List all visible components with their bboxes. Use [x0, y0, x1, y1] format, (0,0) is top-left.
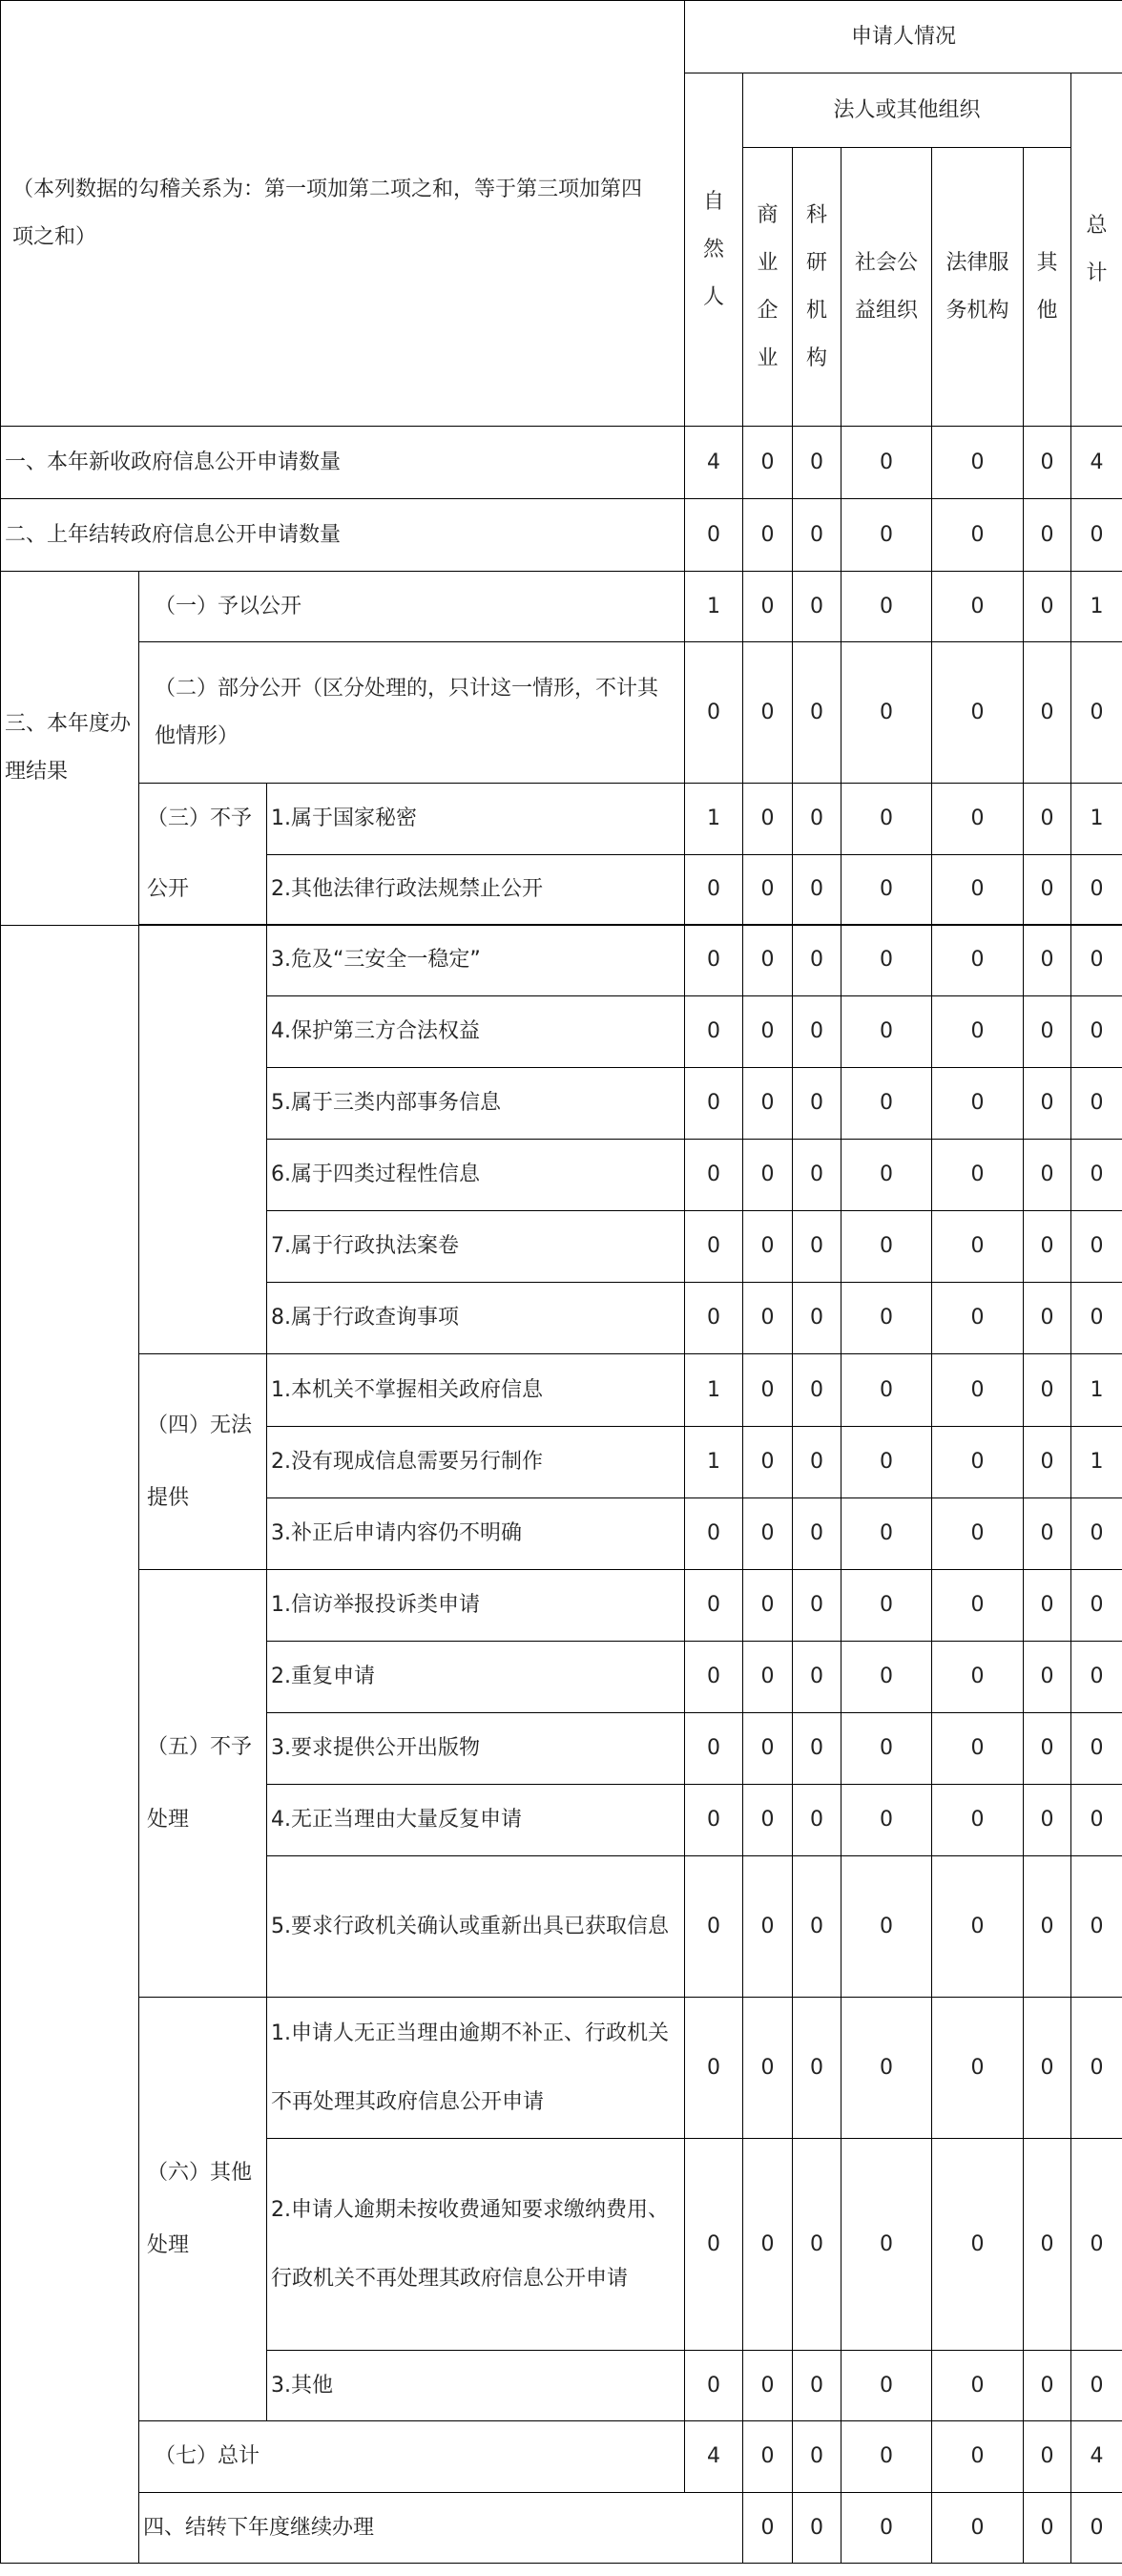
value-cell: 0: [685, 1998, 743, 2139]
value-cell: 0: [842, 1427, 932, 1498]
table-row: [1, 1998, 1122, 2139]
value-cell: 0: [932, 572, 1024, 642]
value-cell: 0: [1024, 1498, 1071, 1570]
table-row: [1, 2493, 1122, 2564]
value-cell: 0: [743, 1642, 793, 1713]
value-cell: 0: [685, 1283, 743, 1354]
value-cell: 4: [685, 2421, 743, 2493]
table-row: [1, 1570, 1122, 1642]
value-cell: 0: [793, 1856, 842, 1998]
value-cell: 0: [932, 1713, 1024, 1785]
value-cell: 0: [932, 925, 1024, 996]
value-cell: 0: [1024, 2139, 1071, 2351]
value-cell: 0: [743, 1068, 793, 1140]
col-natural-person: 自 然 人: [685, 73, 743, 427]
value-cell: 0: [1071, 996, 1122, 1068]
value-cell: 0: [1024, 784, 1071, 855]
value-cell: 0: [1024, 1211, 1071, 1283]
value-cell: 0: [1024, 1427, 1071, 1498]
value-cell: 0: [842, 784, 932, 855]
value-cell: 0: [842, 996, 932, 1068]
value-cell: 0: [932, 1427, 1024, 1498]
value-cell: 0: [793, 1354, 842, 1427]
value-cell: 0: [793, 1785, 842, 1856]
value-cell: 0: [743, 2351, 793, 2421]
value-cell: 1: [685, 572, 743, 642]
value-cell: 0: [685, 1570, 743, 1642]
value-cell: 0: [793, 1570, 842, 1642]
value-cell: 0: [842, 642, 932, 784]
value-cell: 0: [932, 1211, 1024, 1283]
value-cell: 0: [842, 1498, 932, 1570]
value-cell: 0: [932, 1998, 1024, 2139]
value-cell: 0: [842, 2493, 932, 2564]
value-cell: 4: [685, 427, 743, 499]
value-cell: 0: [842, 1713, 932, 1785]
value-cell: 1: [685, 1354, 743, 1427]
value-cell: 0: [1024, 1570, 1071, 1642]
value-cell: 0: [1071, 2351, 1122, 2421]
col-commercial: 商 业 企 业: [743, 148, 793, 427]
value-cell: 0: [932, 1856, 1024, 1998]
value-cell: 1: [1071, 1427, 1122, 1498]
row-label: 4.保护第三方合法权益: [267, 996, 685, 1068]
value-cell: 0: [932, 427, 1024, 499]
value-cell: 0: [842, 1068, 932, 1140]
value-cell: 0: [1071, 2139, 1122, 2351]
value-cell: 0: [842, 1211, 932, 1283]
value-cell: 0: [932, 1642, 1024, 1713]
col-other: 其 他: [1024, 148, 1071, 427]
value-cell: 0: [685, 1642, 743, 1713]
value-cell: 0: [1071, 2493, 1122, 2564]
row-label: 1.本机关不掌握相关政府信息: [267, 1354, 685, 1427]
value-cell: 0: [793, 572, 842, 642]
value-cell: 0: [743, 2421, 793, 2493]
value-cell: 0: [932, 1785, 1024, 1856]
value-cell: 0: [842, 1998, 932, 2139]
table-row: [1, 427, 1122, 499]
row-label: 3.补正后申请内容仍不明确: [267, 1498, 685, 1570]
value-cell: 0: [1071, 1642, 1122, 1713]
value-cell: 1: [685, 1427, 743, 1498]
value-cell: 0: [932, 499, 1024, 572]
value-cell: 0: [1071, 1998, 1122, 2139]
value-cell: 0: [932, 1283, 1024, 1354]
value-cell: 0: [685, 996, 743, 1068]
value-cell: 0: [793, 925, 842, 996]
col-total: 总 计: [1071, 73, 1122, 427]
value-cell: 0: [842, 1283, 932, 1354]
value-cell: 0: [743, 1713, 793, 1785]
value-cell: 0: [793, 1140, 842, 1211]
row-label: 3.危及“三安全一稳定”: [267, 925, 685, 996]
value-cell: 0: [932, 2493, 1024, 2564]
value-cell: 0: [1071, 1068, 1122, 1140]
value-cell: 0: [1024, 1785, 1071, 1856]
group-6-label: （六）其他处理: [139, 1998, 267, 2421]
value-cell: 0: [793, 1211, 842, 1283]
value-cell: 0: [743, 1283, 793, 1354]
value-cell: 0: [685, 1068, 743, 1140]
value-cell: 0: [793, 642, 842, 784]
value-cell: 0: [743, 1498, 793, 1570]
info-disclosure-table-part2: [0, 924, 1122, 2564]
value-cell: 0: [793, 1068, 842, 1140]
value-cell: 0: [1071, 925, 1122, 996]
value-cell: 0: [932, 2139, 1024, 2351]
value-cell: 0: [932, 642, 1024, 784]
value-cell: 4: [1071, 2421, 1122, 2493]
value-cell: 0: [1024, 427, 1071, 499]
section-3-continued: [1, 925, 139, 2564]
row-label: 6.属于四类过程性信息: [267, 1140, 685, 1211]
value-cell: 0: [842, 1785, 932, 1856]
value-cell: 0: [1024, 2421, 1071, 2493]
table-row: [1, 642, 1122, 784]
value-cell: 0: [685, 854, 743, 926]
value-cell: 0: [842, 854, 932, 926]
value-cell: 0: [842, 1570, 932, 1642]
value-cell: 0: [743, 2493, 793, 2564]
value-cell: 0: [1024, 1998, 1071, 2139]
value-cell: 0: [1024, 499, 1071, 572]
row-label: （七）总计: [139, 2421, 685, 2493]
value-cell: 0: [1024, 1140, 1071, 1211]
value-cell: 0: [685, 499, 743, 572]
value-cell: 0: [1024, 642, 1071, 784]
col-public-welfare: 社会公 益组织: [842, 148, 932, 427]
value-cell: 0: [1071, 1140, 1122, 1211]
value-cell: 0: [793, 1998, 842, 2139]
value-cell: 0: [1024, 2493, 1071, 2564]
value-cell: 0: [743, 1211, 793, 1283]
group-3-continued: [139, 925, 267, 1354]
value-cell: 0: [793, 2421, 842, 2493]
value-cell: 0: [932, 1140, 1024, 1211]
value-cell: 0: [685, 2139, 743, 2351]
value-cell: 0: [685, 925, 743, 996]
row-label: 4.无正当理由大量反复申请: [267, 1785, 685, 1856]
row-label: 1.信访举报投诉类申请: [267, 1570, 685, 1642]
table-row: [1, 784, 1122, 855]
value-cell: 0: [932, 2351, 1024, 2421]
value-cell: 0: [932, 784, 1024, 855]
value-cell: 0: [793, 1642, 842, 1713]
value-cell: 1: [1071, 784, 1122, 855]
value-cell: 0: [842, 572, 932, 642]
value-cell: 1: [1071, 572, 1122, 642]
value-cell: 0: [793, 1427, 842, 1498]
value-cell: 0: [793, 2493, 842, 2564]
row-label: 3.其他: [267, 2351, 685, 2421]
value-cell: 0: [1071, 854, 1122, 926]
value-cell: 0: [1071, 1570, 1122, 1642]
value-cell: 0: [743, 499, 793, 572]
table-row: [1, 572, 1122, 642]
legal-person-group-header: 法人或其他组织: [743, 73, 1071, 148]
value-cell: 0: [743, 1427, 793, 1498]
table-row: [1, 2421, 1122, 2493]
col-research: 科 研 机 构: [793, 148, 842, 427]
value-cell: 0: [793, 2351, 842, 2421]
value-cell: 0: [932, 1570, 1024, 1642]
value-cell: 0: [1024, 1713, 1071, 1785]
row-label: 四、结转下年度继续办理: [139, 2493, 743, 2564]
value-cell: 0: [793, 427, 842, 499]
row-label: 2.申请人逾期未按收费通知要求缴纳费用、行政机关不再处理其政府信息公开申请: [267, 2139, 685, 2351]
value-cell: 0: [1024, 1283, 1071, 1354]
info-disclosure-table-part1: [0, 0, 1122, 926]
group-5-label: （五）不予处理: [139, 1570, 267, 1998]
value-cell: 0: [743, 854, 793, 926]
value-cell: 0: [932, 1498, 1024, 1570]
row-label: 5.属于三类内部事务信息: [267, 1068, 685, 1140]
value-cell: 0: [1071, 1498, 1122, 1570]
value-cell: 0: [685, 1785, 743, 1856]
value-cell: 0: [1024, 1642, 1071, 1713]
value-cell: 0: [685, 1856, 743, 1998]
table-row: [1, 499, 1122, 572]
value-cell: 0: [1024, 1068, 1071, 1140]
value-cell: 0: [685, 1140, 743, 1211]
value-cell: 0: [793, 854, 842, 926]
value-cell: 0: [842, 427, 932, 499]
value-cell: 0: [743, 996, 793, 1068]
header-note: （本列数据的勾稽关系为：第一项加第二项之和，等于第三项加第四项之和）: [1, 1, 685, 427]
value-cell: 0: [685, 1211, 743, 1283]
value-cell: 0: [743, 925, 793, 996]
group-3-label: （三）不予公开: [139, 784, 267, 926]
value-cell: 0: [685, 2351, 743, 2421]
value-cell: 1: [685, 784, 743, 855]
value-cell: 0: [932, 1068, 1024, 1140]
value-cell: 0: [1024, 854, 1071, 926]
value-cell: 0: [842, 1140, 932, 1211]
group-4-label: （四）无法提供: [139, 1354, 267, 1570]
row-label: 二、上年结转政府信息公开申请数量: [1, 499, 685, 572]
row-label: 5.要求行政机关确认或重新出具已获取信息: [267, 1856, 685, 1998]
value-cell: 0: [842, 925, 932, 996]
row-label: 7.属于行政执法案卷: [267, 1211, 685, 1283]
value-cell: 4: [1071, 427, 1122, 499]
value-cell: 0: [842, 1642, 932, 1713]
value-cell: 0: [793, 996, 842, 1068]
value-cell: 0: [743, 2139, 793, 2351]
value-cell: 0: [793, 784, 842, 855]
value-cell: 0: [743, 1570, 793, 1642]
value-cell: 0: [1071, 1283, 1122, 1354]
value-cell: 0: [743, 1856, 793, 1998]
value-cell: 0: [743, 642, 793, 784]
value-cell: 0: [932, 2421, 1024, 2493]
value-cell: 0: [842, 2421, 932, 2493]
value-cell: 0: [1024, 1856, 1071, 1998]
value-cell: 0: [793, 499, 842, 572]
row-label: 3.要求提供公开出版物: [267, 1713, 685, 1785]
value-cell: 0: [685, 1498, 743, 1570]
value-cell: 0: [743, 1785, 793, 1856]
value-cell: 0: [743, 784, 793, 855]
applicant-situation-header: 申请人情况: [685, 1, 1122, 73]
value-cell: 0: [842, 2139, 932, 2351]
value-cell: 0: [842, 499, 932, 572]
value-cell: 0: [842, 2351, 932, 2421]
table-row: [1, 1354, 1122, 1427]
col-legal-service: 法律服 务机构: [932, 148, 1024, 427]
value-cell: 0: [685, 1713, 743, 1785]
row-label: 2.重复申请: [267, 1642, 685, 1713]
value-cell: 0: [1071, 642, 1122, 784]
table-row: [1, 925, 1122, 996]
value-cell: 0: [1071, 1713, 1122, 1785]
row-label: 2.没有现成信息需要另行制作: [267, 1427, 685, 1498]
value-cell: 0: [1024, 1354, 1071, 1427]
row-label: （一）予以公开: [139, 572, 685, 642]
value-cell: 0: [1071, 1785, 1122, 1856]
value-cell: 0: [1024, 572, 1071, 642]
section-3-label: 三、本年度办理结果: [1, 572, 139, 926]
value-cell: 0: [842, 1856, 932, 1998]
value-cell: 0: [685, 642, 743, 784]
row-label: 1.属于国家秘密: [267, 784, 685, 855]
value-cell: 0: [743, 1998, 793, 2139]
value-cell: 0: [1071, 1211, 1122, 1283]
value-cell: 0: [1024, 996, 1071, 1068]
row-label: 1.申请人无正当理由逾期不补正、行政机关不再处理其政府信息公开申请: [267, 1998, 685, 2139]
row-label: （二）部分公开（区分处理的，只计这一情形，不计其他情形）: [139, 642, 685, 784]
value-cell: 0: [932, 854, 1024, 926]
value-cell: 0: [743, 427, 793, 499]
value-cell: 0: [793, 1283, 842, 1354]
value-cell: 1: [1071, 1354, 1122, 1427]
value-cell: 0: [793, 2139, 842, 2351]
row-label: 8.属于行政查询事项: [267, 1283, 685, 1354]
value-cell: 0: [793, 1498, 842, 1570]
value-cell: 0: [1024, 2351, 1071, 2421]
value-cell: 0: [1024, 925, 1071, 996]
value-cell: 0: [743, 1354, 793, 1427]
value-cell: 0: [932, 996, 1024, 1068]
value-cell: 0: [842, 1354, 932, 1427]
value-cell: 0: [743, 1140, 793, 1211]
value-cell: 0: [1071, 1856, 1122, 1998]
row-label: 一、本年新收政府信息公开申请数量: [1, 427, 685, 499]
value-cell: 0: [793, 1713, 842, 1785]
row-label: 2.其他法律行政法规禁止公开: [267, 854, 685, 926]
value-cell: 0: [1071, 499, 1122, 572]
value-cell: 0: [932, 1354, 1024, 1427]
value-cell: 0: [743, 572, 793, 642]
